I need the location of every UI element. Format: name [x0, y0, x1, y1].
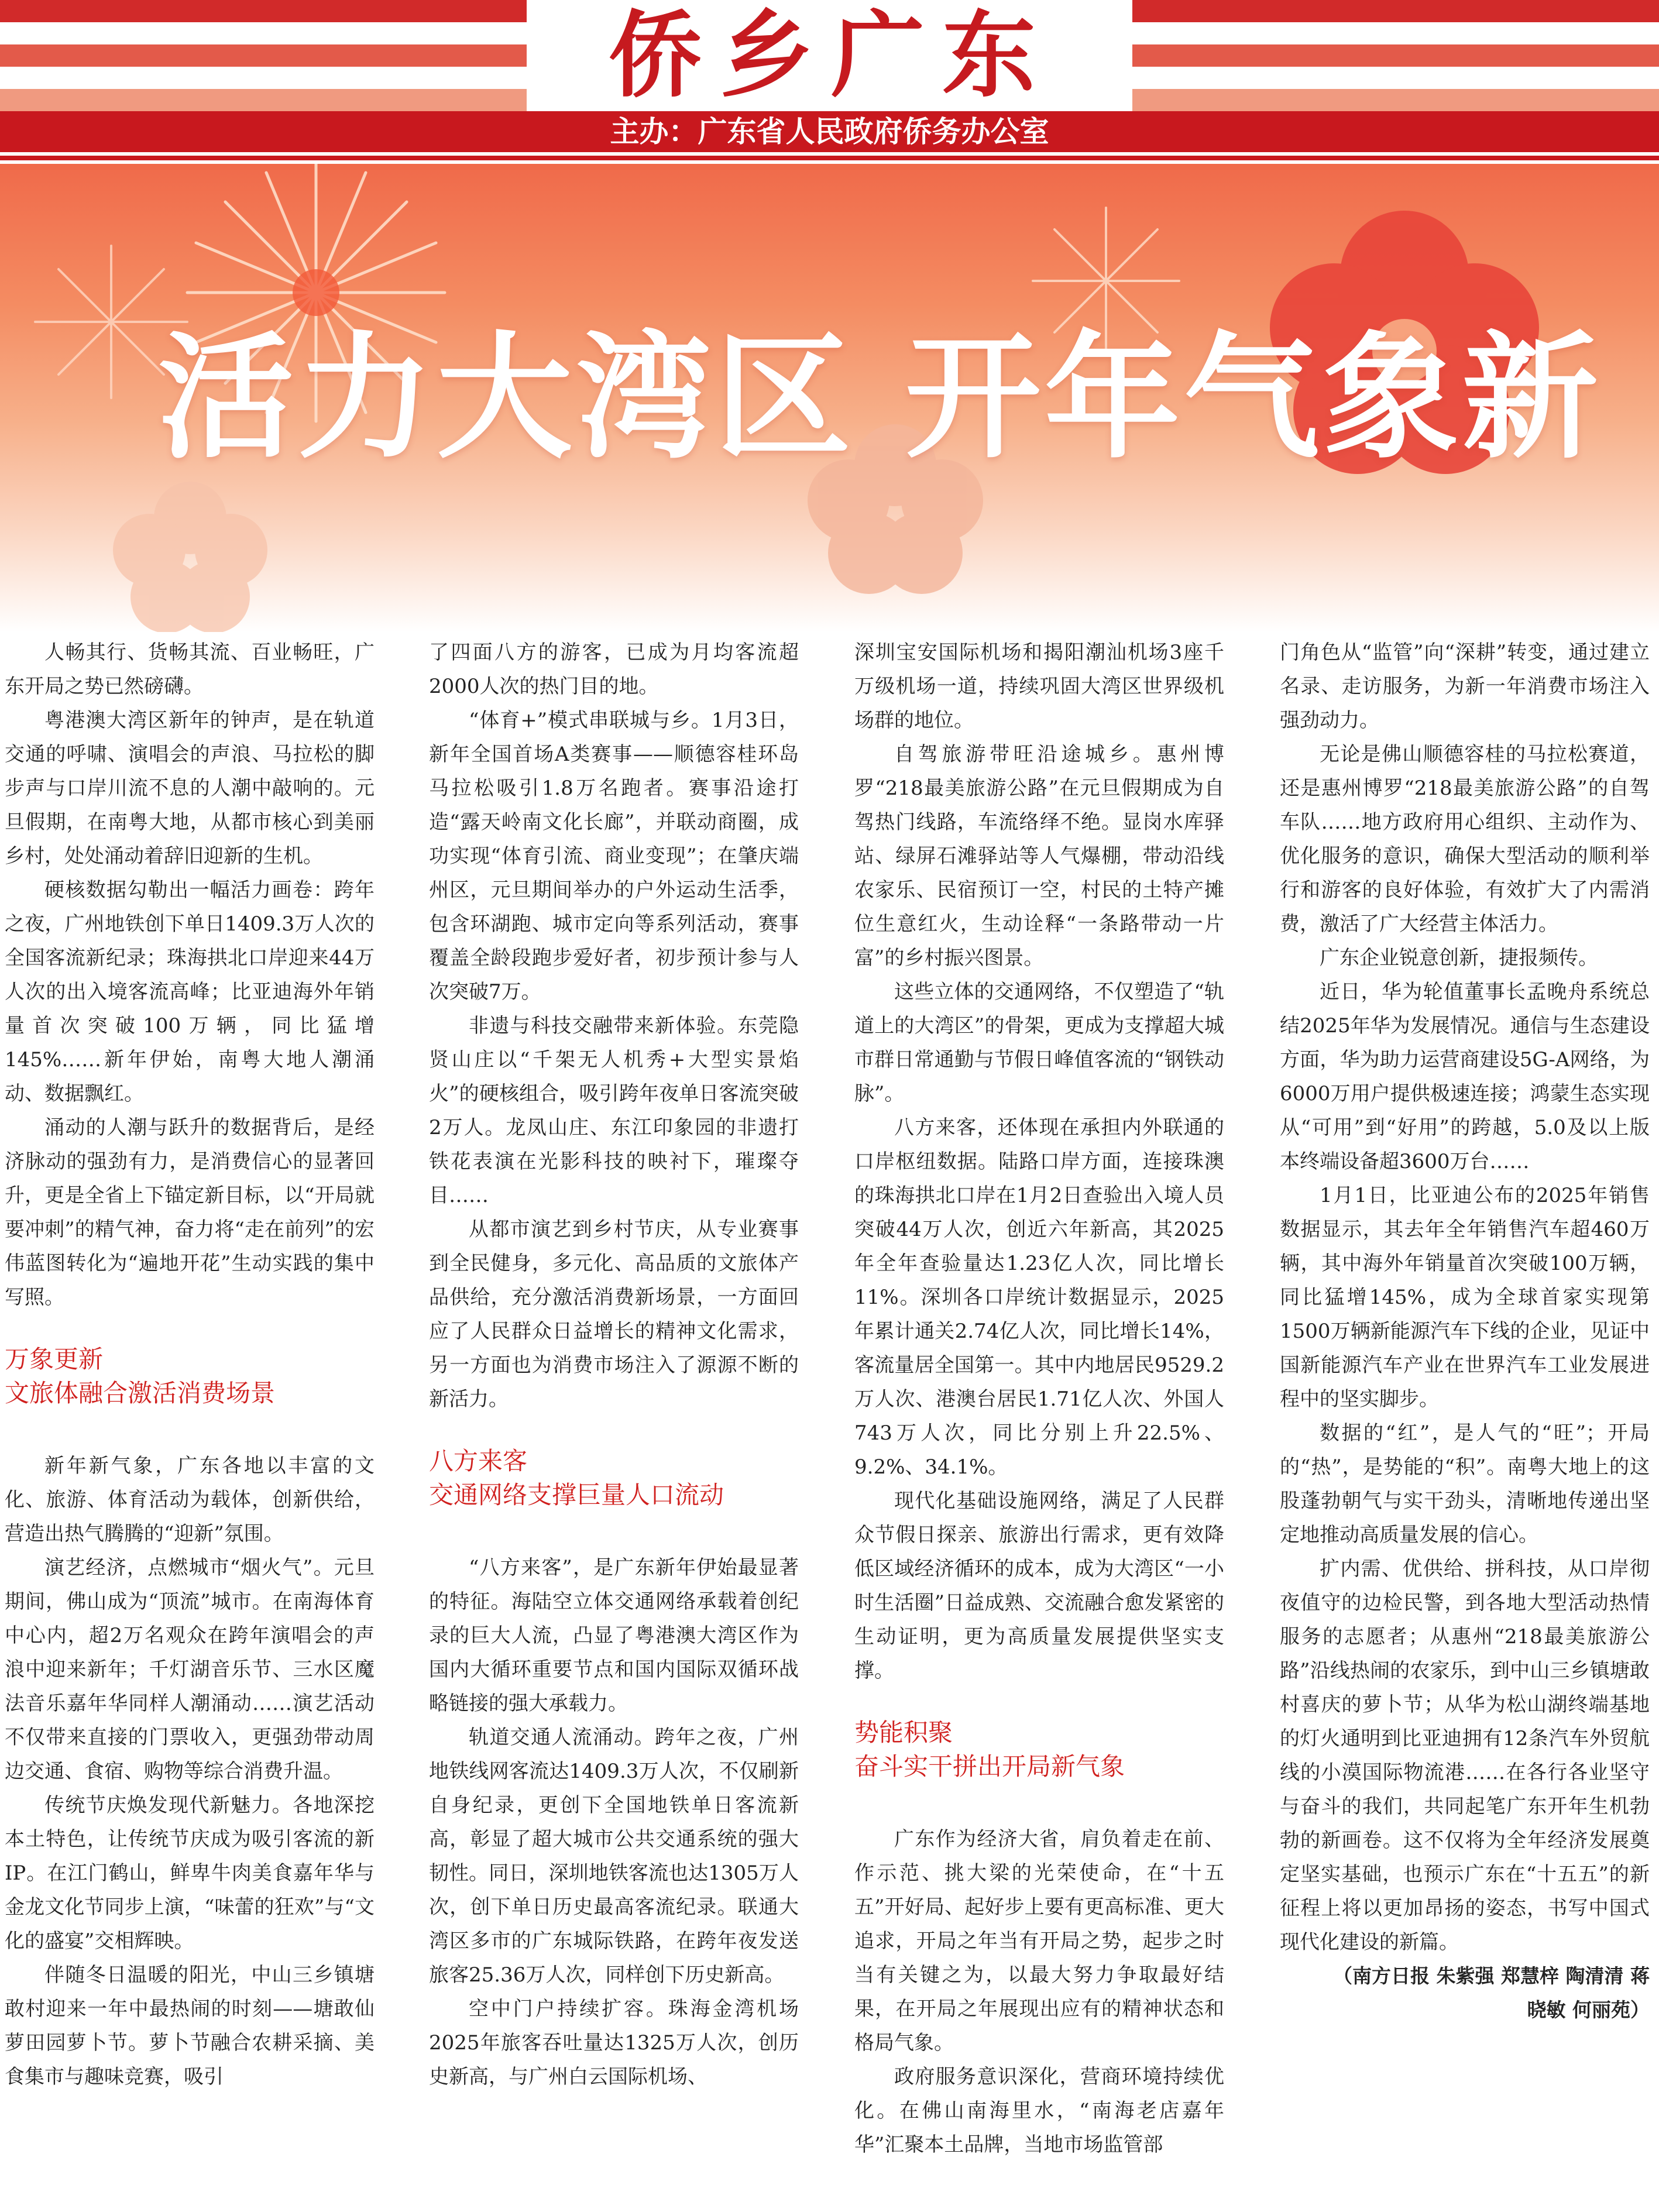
paragraph: 广东企业锐意创新，捷报频传。 — [1320, 946, 1598, 970]
section-heading: 势能积聚 — [854, 1718, 953, 1747]
article-column-4 — [1280, 636, 1650, 2027]
masthead-stripes-right — [1132, 0, 1659, 111]
paragraph: 扩内需、优供给、拼科技，从口岸彻夜值守的边检民警，到各地大型活动热情服务的志愿者；从惠州“218最美旅游公路”沿线热闹的农家乐，到中山三乡镇塘敢村喜庆的萝卜节；从华为松山湖终端基地的灯火通明到比亚迪拥有12条汽车外贸航线的小漠国际物流港……在各行各业坚守与奋斗的我们，共同起笔广东开年生机勃勃的新画卷。这不仅将为全年经济发展奠定坚实基础，也预示广东在“十五五”的新征程上将以更加昂扬的姿态，书写中国式现代化建设的新篇。 — [1280, 1557, 1650, 1954]
paragraph: 广东作为经济大省，肩负着走在前、作示范、挑大梁的光荣使命，在“十五五”开好局、起好步上要有更高标准、更大追求，开局之年当有开局之势，起步之时当有关键之为，以最大努力争取最好结果，在开局之年展现出应有的精神状态和格局气象。 — [854, 1828, 1224, 2055]
paragraph: 自驾旅游带旺沿途城乡。惠州博罗“218最美旅游公路”在元旦假期成为自驾热门线路，车流络绎不绝。显岗水库驿站、绿屏石滩驿站等人气爆棚，带动沿线农家乐、民宿预订一空，村民的土特产摊位生意红火，生动诠释“一条路带动一片富”的乡村振兴图景。 — [854, 743, 1224, 970]
paragraph: 非遗与科技交融带来新体验。东莞隐贤山庄以“千架无人机秀+大型实景焰火”的硬核组合，吸引跨年夜单日客流突破2万人。龙凤山庄、东江印象园的非遗打铁花表演在光影科技的映衬下，璀璨夺目…… — [429, 1014, 799, 1207]
paragraph: 新年新气象，广东各地以丰富的文化、旅游、体育活动为载体，创新供给，营造出热气腾腾的“迎新”氛围。 — [5, 1454, 375, 1545]
masthead-stripes-left — [0, 0, 527, 111]
article-column-1 — [5, 636, 375, 2094]
paragraph: 硬核数据勾勒出一幅活力画卷：跨年之夜，广州地铁创下单日1409.3万人次的全国客流新纪录；珠海拱北口岸迎来44万人次的出入境客流高峰；比亚迪海外年销量首次突破100万辆，同比猛增145%……新年伊始，南粤大地人潮涌动、数据飘红。 — [5, 878, 375, 1105]
paragraph: 现代化基础设施网络，满足了人民群众节假日探亲、旅游出行需求，更有效降低区域经济循环的成本，成为大湾区“一小时生活圈”日益成熟、交流融合愈发紧密的生动证明，更为高质量发展提供坚实支撑。 — [854, 1489, 1224, 1682]
masthead-divider — [0, 156, 1659, 160]
byline: （南方日报 朱紫强 郑慧梓 陶清清 蒋晓敏 何丽苑） — [1333, 1964, 1650, 2021]
paragraph: 传统节庆焕发现代新魅力。各地深挖本土特色，让传统节庆成为吸引客流的新IP。在江门鹤山，鲜卑牛肉美食嘉年华与金龙文化节同步上演，“味蕾的狂欢”与“文化的盛宴”交相辉映。 — [5, 1794, 375, 1953]
paragraph: 涌动的人潮与跃升的数据背后，是经济脉动的强劲有力，是消费信心的显著回升，更是全省上下锚定新目标，以“开局就要冲刺”的精气神，奋力将“走在前列”的宏伟蓝图转化为“遍地开花”生动实践的集中写照。 — [5, 1116, 375, 1309]
section-heading: 八方来客 — [429, 1447, 528, 1475]
masthead-title: 侨乡广东 — [608, 1, 1053, 110]
paragraph: 1月1日，比亚迪公布的2025年销售数据显示，其去年全年销售汽车超460万辆，其中海外年销量首次突破100万辆，同比猛增145%，成为全球首家实现第1500万辆新能源汽车下线的企业，见证中国新能源汽车产业在世界汽车工业发展进程中的坚实脚步。 — [1280, 1184, 1650, 1411]
paragraph: 政府服务意识深化，营商环境持续优化。在佛山南海里水，“南海老店嘉年华”汇聚本土品牌，当地市场监管部 — [854, 2065, 1224, 2156]
paragraph: 无论是佛山顺德容桂的马拉松赛道，还是惠州博罗“218最美旅游公路”的自驾车队……地方政府用心组织、主动作为、优化服务的意识，确保大型活动的顺利举行和游客的良好体验，有效扩大了内需消费，激活了广大经营主体活力。 — [1280, 743, 1650, 936]
plum-blossom-decoration-icon — [94, 468, 287, 632]
paragraph: 这些立体的交通网络，不仅塑造了“轨道上的大湾区”的骨架，更成为支撑超大城市群日常通勤与节假日峰值客流的“钢铁动脉”。 — [854, 980, 1224, 1105]
page-headline: 活力大湾区 开年气象新 — [158, 319, 1602, 477]
sponsor-line: 主办：广东省人民政府侨务办公室 — [610, 115, 1049, 149]
article-column-2 — [429, 636, 799, 2094]
paragraph: 了四面八方的游客，已成为月均客流超2000人次的热门目的地。 — [429, 641, 799, 698]
paragraph: 人畅其行、货畅其流、百业畅旺，广东开局之势已然磅礴。 — [5, 641, 375, 698]
paragraph: 八方来客，还体现在承担内外联通的口岸枢纽数据。陆路口岸方面，连接珠澳的珠海拱北口岸在1月2日查验出入境人员突破44万人次，创近六年新高，其2025年全年查验量达1.23亿人次，同比增长11%。深圳各口岸统计数据显示，2025年累计通关2.74亿人次，同比增长14%，客流量居全国第一。其中内地居民9529.2万人次、港澳台居民1.71亿人次、外国人743万人次，同比分别上升22.5%、9.2%、34.1%。 — [854, 1116, 1224, 1479]
paragraph: 粤港澳大湾区新年的钟声，是在轨道交通的呼啸、演唱会的声浪、马拉松的脚步声与口岸川流不息的人潮中敲响的。元旦假期，在南粤大地，从都市核心到美丽乡村，处处涌动着辞旧迎新的生机。 — [5, 709, 375, 868]
paragraph: 深圳宝安国际机场和揭阳潮汕机场3座千万级机场一道，持续巩固大湾区世界级机场群的地位。 — [854, 641, 1224, 732]
paragraph: 数据的“红”，是人气的“旺”；开局的“热”，是势能的“积”。南粤大地上的这股蓬勃朝气与实干劲头，清晰地传递出坚定地推动高质量发展的信心。 — [1280, 1421, 1650, 1547]
paragraph: 演艺经济，点燃城市“烟火气”。元旦期间，佛山成为“顶流”城市。在南海体育中心内，超2万名观众在跨年演唱会的声浪中迎来新年；千灯湖音乐节、三水区魔法音乐嘉年华同样人潮涌动……演艺活动不仅带来直接的门票收入，更强劲带动周边交通、食宿、购物等综合消费升温。 — [5, 1556, 375, 1783]
section-subheading: 交通网络支撑巨量人口流动 — [429, 1481, 724, 1509]
paragraph: 从都市演艺到乡村节庆，从专业赛事到全民健身，多元化、高品质的文旅体产品供给，充分激活消费新场景，一方面回应了人民群众日益增长的精神文化需求，另一方面也为消费市场注入了源源不断的新活力。 — [429, 1218, 799, 1411]
paragraph: “八方来客”，是广东新年伊始最显著的特征。海陆空立体交通网络承载着创纪录的巨大人流，凸显了粤港澳大湾区作为国内大循环重要节点和国内国际双循环战略链接的强大承载力。 — [429, 1556, 799, 1715]
paragraph: 轨道交通人流涌动。跨年之夜，广州地铁线网客流达1409.3万人次，不仅刷新自身纪录，更创下全国地铁单日客流新高，彰显了超大城市公共交通系统的强大韧性。同日，深圳地铁客流也达1305万人次，创下单日历史最高客流纪录。联通大湾区多市的广东城际铁路，在跨年夜发送旅客25.36万人次，同样创下历史新高。 — [429, 1726, 799, 1987]
paragraph: 伴随冬日温暖的阳光，中山三乡镇塘敢村迎来一年中最热闹的时刻——塘敢仙萝田园萝卜节。萝卜节融合农耕采摘、美食集市与趣味竞赛，吸引 — [5, 1963, 375, 2089]
paragraph: 门角色从“监管”向“深耕”转变，通过建立名录、走访服务，为新一年消费市场注入强劲动力。 — [1280, 641, 1650, 732]
section-heading: 万象更新 — [5, 1345, 104, 1373]
paragraph: “体育+”模式串联城与乡。1月3日，新年全国首场A类赛事——顺德容桂环岛马拉松吸引1.8万名跑者。赛事沿途打造“露天岭南文化长廊”，并联动商圈，成功实现“体育引流、商业变现”；在肇庆端州区，元旦期间举办的户外运动生活季，包含环湖跑、城市定向等系列活动，赛事覆盖全龄段跑步爱好者，初步预计参与人次突破7万。 — [429, 709, 799, 1004]
paragraph: 近日，华为轮值董事长孟晚舟系统总结2025年华为发展情况。通信与生态建设方面，华为助力运营商建设5G-A网络，为6000万用户提供极速连接；鸿蒙生态实现从“可用”到“好用”的跨越，5.0及以上版本终端设备超3600万台…… — [1280, 980, 1650, 1173]
headline-banner — [0, 164, 1659, 632]
paragraph: 空中门户持续扩容。珠海金湾机场2025年旅客吞吐量达1325万人次，创历史新高，与广州白云国际机场、 — [429, 1997, 799, 2089]
section-subheading: 奋斗实干拼出开局新气象 — [854, 1752, 1125, 1781]
article-column-3 — [854, 636, 1224, 2162]
section-subheading: 文旅体融合激活消费场景 — [5, 1379, 276, 1407]
